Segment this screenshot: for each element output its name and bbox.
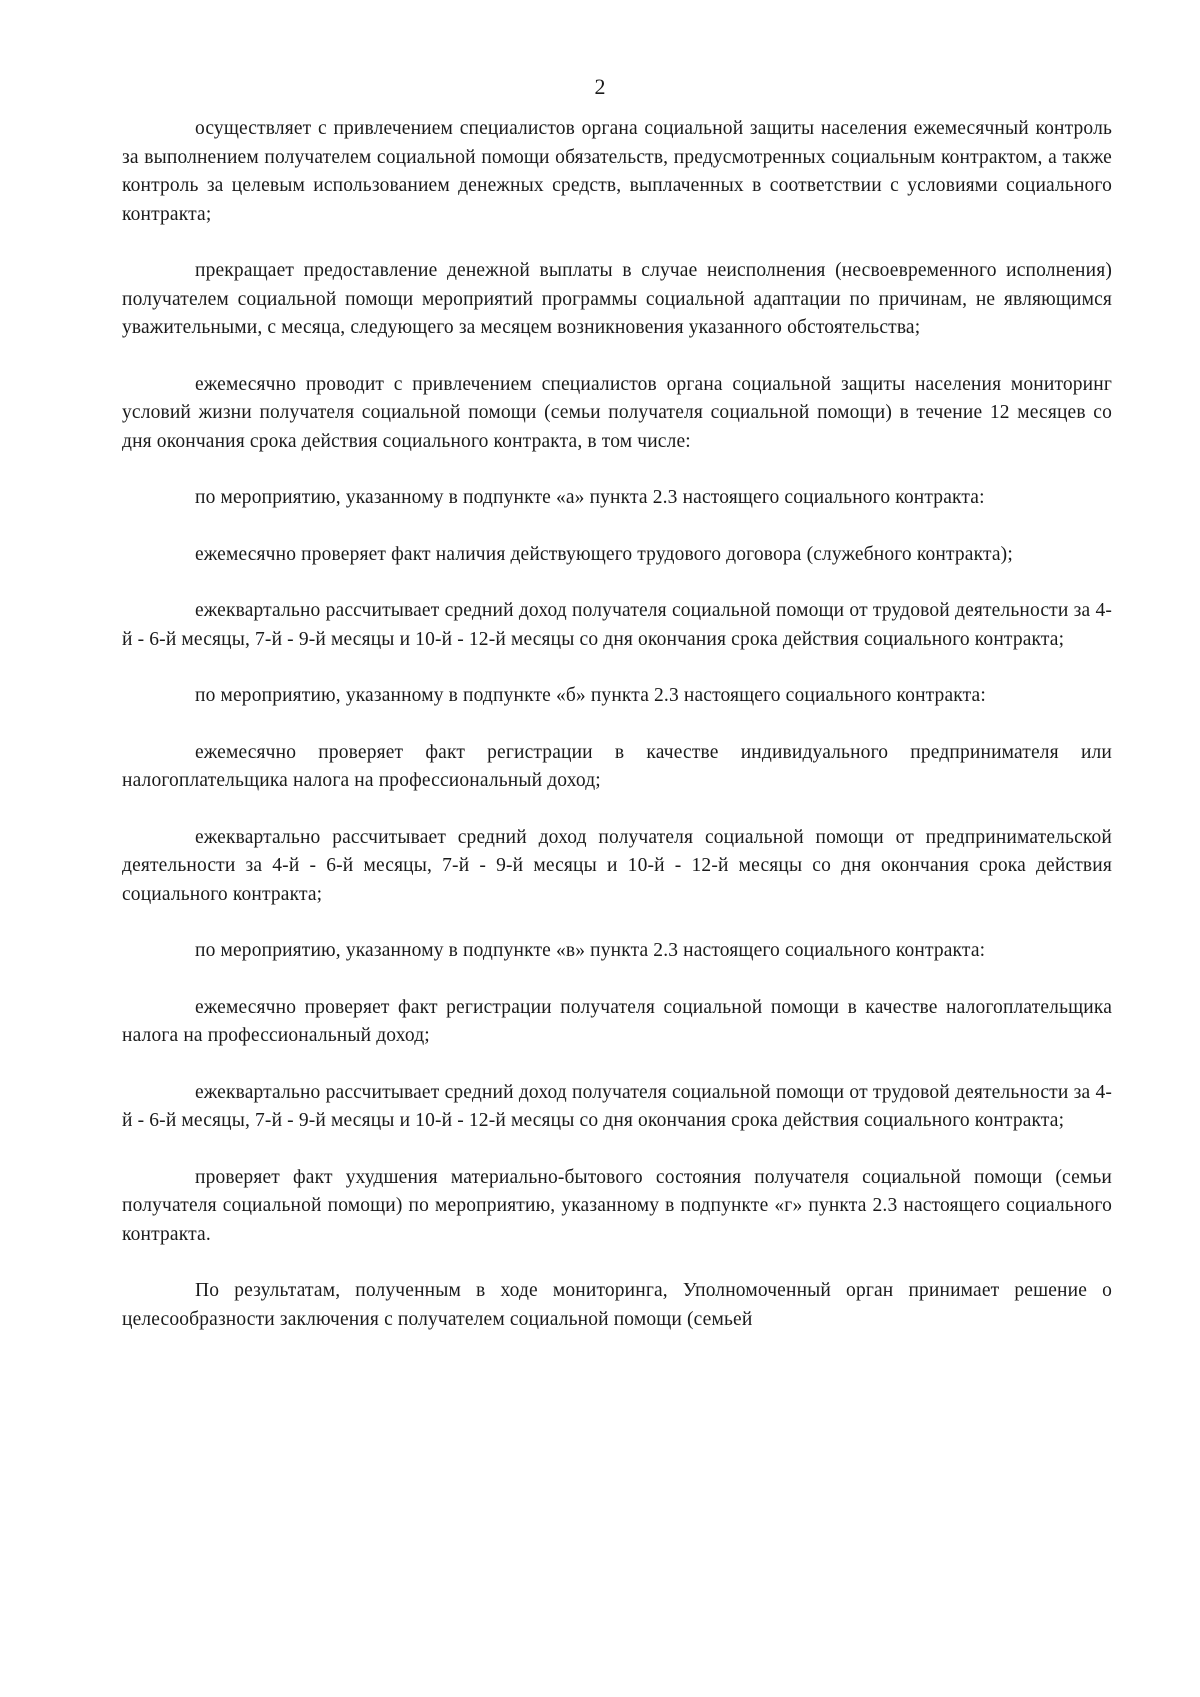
document-body [122,115,1112,1334]
paragraph-measure-g: проверяет факт ухудшения материально-бытового состояния получателя социальной помощи (семьи получателя социальной помощи) по мероприятию, указанному в подпункте «г» пункта 2.3 настоящего социального контракта. [122,1166,1112,1245]
paragraph-monthly-control: осуществляет с привлечением специалистов органа социальной защиты населения ежемесячный контроль за выполнением получателем социальной помощи обязательств, предусмотренных социальным контрактом, а также контроль за целевым использованием денежных средств, выплаченных в соответствии с условиями социального контракта; [122,118,1112,225]
paragraph-quarterly-income-labor: ежеквартально рассчитывает средний доход получателя социальной помощи от трудовой деятельности за 4-й - 6-й месяцы, 7-й - 9-й месяцы и 10-й - 12-й месяцы со дня окончания срока действия социального контракта; [122,600,1112,650]
paragraph-measure-v: по мероприятию, указанному в подпункте «в» пункта 2.3 настоящего социального контракта: [195,940,986,961]
paragraph-quarterly-income-labor-2: ежеквартально рассчитывает средний доход получателя социальной помощи от трудовой деятельности за 4-й - 6-й месяцы, 7-й - 9-й месяцы и 10-й - 12-й месяцы со дня окончания срока действия социального контракта; [122,1081,1112,1131]
paragraph-monitoring-results: По результатам, полученным в ходе мониторинга, Уполномоченный орган принимает решение о целесообразности заключения с получателем социальной помощи (семьей [122,1280,1112,1330]
paragraph-labor-contract-check: ежемесячно проверяет факт наличия действующего трудового договора (служебного контракта); [195,543,1013,565]
page-number: 2 [594,74,606,99]
paragraph-measure-a: по мероприятию, указанному в подпункте «а» пункта 2.3 настоящего социального контракта: [195,487,985,508]
paragraph-payment-termination: прекращает предоставление денежной выплаты в случае неисполнения (несвоевременного исполнения) получателем социальной помощи мероприятий программы социальной адаптации по причинам, не являющимся уважительными, с месяца, следующего за месяцем возникновения указанного обстоятельства; [122,260,1112,338]
paragraph-quarterly-income-business: ежеквартально рассчитывает средний доход получателя социальной помощи от предпринимательской деятельности за 4-й - 6-й месяцы, 7-й - 9-й месяцы и 10-й - 12-й месяцы со дня окончания срока действия социального контракта; [122,826,1112,905]
paragraph-measure-b: по мероприятию, указанному в подпункте «б» пункта 2.3 настоящего социального контракта: [195,685,986,706]
paragraph-selfemployed-registration-check: ежемесячно проверяет факт регистрации получателя социальной помощи в качестве налогоплательщика налога на профессиональный доход; [122,996,1112,1046]
paragraph-monitoring: ежемесячно проводит с привлечением специалистов органа социальной защиты населения мониторинг условий жизни получателя социальной помощи (семьи получателя социальной помощи) в течение 12 месяцев со дня окончания срока действия социального контракта, в том числе: [122,373,1112,452]
paragraph-entrepreneur-registration-check: ежемесячно проверяет факт регистрации в качестве индивидуального предпринимателя или налогоплательщика налога на профессиональный доход; [122,741,1112,791]
